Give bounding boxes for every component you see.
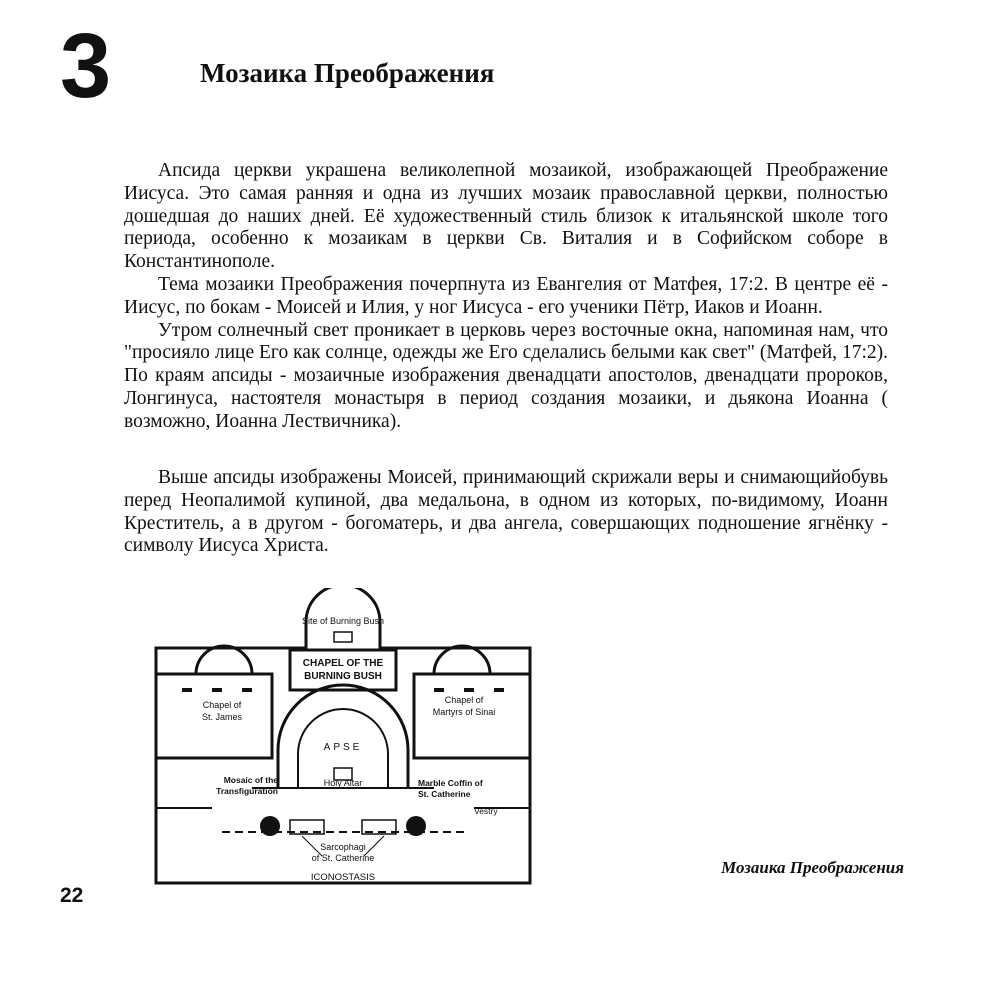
mosaic-label: Transfiguration [216,786,278,796]
chapel-martyrs-label: Chapel of [444,695,484,705]
window [434,688,444,692]
sarcophagi-label: of St. Catherine [311,853,375,863]
chapter-number: 3 [60,15,112,117]
vestry-label: Vestry [474,806,498,816]
figure-caption: Мозаика Преображения [721,858,904,877]
right-chapel-dome [434,646,490,674]
sarcophagi-label: Sarcophagi [320,842,366,852]
marble-coffin-label: St. Catherine [418,789,471,799]
holy-altar-label: Holy Altar [323,778,363,788]
chapel-martyrs-label: Martyrs of Sinai [432,707,496,717]
body-text-upper [124,160,888,434]
page-title: Мозаика Преображения [200,58,495,88]
column [260,816,280,836]
window [182,688,192,692]
column [406,816,426,836]
burning-bush-site-marker [334,632,352,642]
chapel-st-james-label: Chapel of [202,700,242,710]
window [464,688,474,692]
left-chapel-dome [196,646,252,674]
iconostasis-label: ICONOSTASIS [310,872,376,883]
paragraph: Утром солнечный свет проникает в церковь через восточные окна, напоминая нам, что "просияло лице Его как солнце, одежды же Его сделались белыми как свет" (Матфей, 17:2). По краям апсиды - мозаичные изображения двенадцати апостолов, двенадцати пророков, Лонгинуса, настоятеля монастыря в период создания мозаики, и дьякона Иоанна ( возможно, Иоанна Лествичника). [124,319,888,432]
site-burning-bush-label: Site of Burning Bush [301,616,385,626]
window [212,688,222,692]
marble-coffin-label: Marble Coffin of [418,778,483,788]
body-text-lower [124,467,888,558]
paragraph: Выше апсиды изображены Моисей, принимающий скрижали веры и снимающийобувь перед Неопалимой купиной, два медальона, в одном из которых, по-видимому, Иоанн Креститель, а в другом - богоматерь, и два ангела, совершающих подношение ягнёнку - символу Иисуса Христа. [124,467,888,557]
mosaic-label: Mosaic of the [223,775,278,785]
window [494,688,504,692]
chapel-burning-bush-label: CHAPEL OF THE [302,658,384,669]
chapel-burning-bush-label: BURNING BUSH [304,671,382,682]
paragraph: Тема мозаики Преображения почерпнута из Евангелия от Матфея, 17:2. В центре её - Иисус, по бокам - Моисей и Илия, у ног Иисуса - его ученики Пётр, Иаков и Иоанн. [124,273,888,318]
paragraph: Апсида церкви украшена великолепной мозаикой, изображающей Преображение Иисуса. Это самая ранняя и одна из лучших мозаик православной церкви, полностью дошедшая до наших дней. Её художественный стиль близок к итальянской школе того периода, особенно к мозаикам в церкви Св. Виталия и в Софийском соборе в Константинополе. [124,160,888,273]
page-number: 22 [60,884,84,907]
apse-label: APSE [323,742,363,753]
church-floor-plan [152,588,534,888]
window [242,688,252,692]
chapel-st-james-label: St. James [201,712,243,722]
